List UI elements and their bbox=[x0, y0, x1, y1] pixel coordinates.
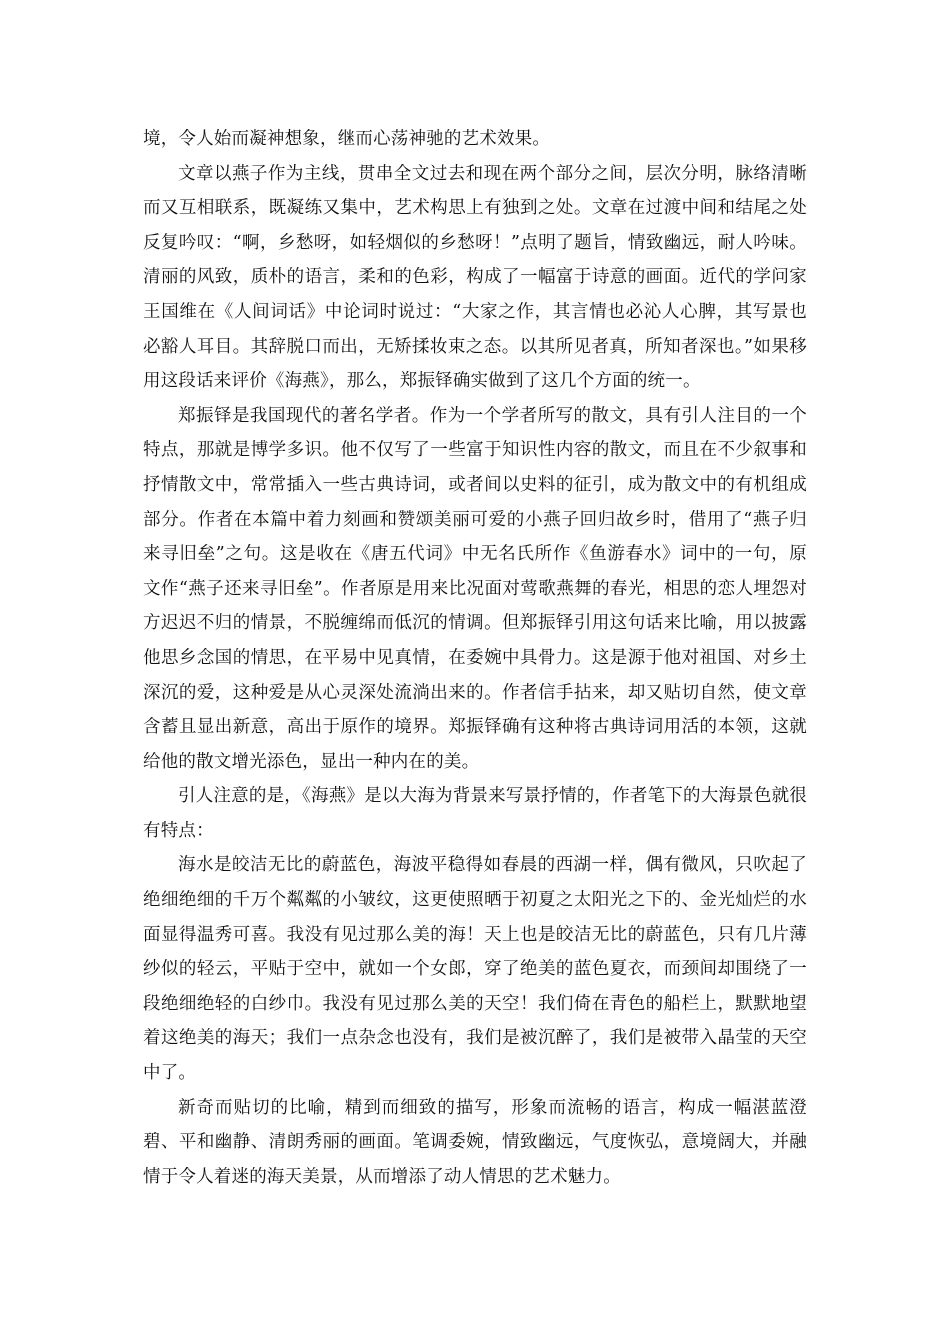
paragraph-sea-quote: 海水是皎洁无比的蔚蓝色，海波平稳得如春晨的西湖一样，偶有微风，只吹起了绝细绝细的千万个粼粼的小皱纹，这更使照晒于初夏之太阳光之下的、金光灿烂的水面显得温秀可喜。我没有见过那么美的海！天上也是皎洁无比的蔚蓝色，只有几片薄纱似的轻云，平贴于空中，就如一个女郎，穿了绝美的蓝色夏衣，而颈间却围绕了一段绝细绝轻的白纱巾。我没有见过那么美的天空！我们倚在青色的船栏上，默默地望着这绝美的海天；我们一点杂念也没有，我们是被沉醉了，我们是被带入晶莹的天空中了。 bbox=[143, 855, 807, 1084]
paragraph-continuation: 境，令人始而凝神想象，继而心荡神驰的艺术效果。 bbox=[143, 129, 551, 149]
paragraph-author-scholarship: 郑振铎是我国现代的著名学者。作为一个学者所写的散文，具有引人注目的一个特点，那就是博学多识。他不仅写了一些富于知识性内容的散文，而且在不少叙事和抒情散文中，常常插入一些古典诗词，或者间以史料的征引，成为散文中的有机组成部分。作者在本篇中着力刻画和赞颂美丽可爱的小燕子回归故乡时，借用了“燕子归来寻旧垒”之句。这是收在《唐五代词》中无名氏所作《鱼游春水》词中的一句，原文作“燕子还来寻旧垒”。作者原是用来比况面对莺歌燕舞的春光，相思的恋人埋怨对方迟迟不归的情景，不脱缠绵而低沉的情调。但郑振铎引用这句话来比喻，用以披露他思乡念国的情思，在平易中见真情，在委婉中具骨力。这是源于他对祖国、对乡土深沉的爱，这种爱是从心灵深处流淌出来的。作者信手拈来，却又贴切自然，使文章含蓄且显出新意，高出于原作的境界。郑振铎确有这种将古典诗词用活的本领，这就给他的散文增光添色，显出一种内在的美。 bbox=[143, 405, 807, 772]
paragraph-sea-intro: 引人注意的是，《海燕》是以大海为背景来写景抒情的，作者笔下的大海景色就很有特点： bbox=[143, 786, 807, 841]
paragraph-conclusion: 新奇而贴切的比喻，精到而细致的描写，形象而流畅的语言，构成一幅湛蓝澄碧、平和幽静、清朗秀丽的画面。笔调委婉，情致幽远，气度恢弘，意境阔大，并融情于令人着迷的海天美景，从而增添了动人情思的艺术魅力。 bbox=[143, 1097, 807, 1187]
paragraph-structure-analysis: 文章以燕子作为主线，贯串全文过去和现在两个部分之间，层次分明，脉络清晰而又互相联系，既凝练又集中，艺术构思上有独到之处。文章在过渡中间和结尾之处反复吟叹：“啊，乡愁呀，如轻烟似的乡愁呀！”点明了题旨，情致幽远，耐人吟味。清丽的风致，质朴的语言，柔和的色彩，构成了一幅富于诗意的画面。近代的学问家王国维在《人间词话》中论词时说过：“大家之作，其言情也必沁人心脾，其写景也必豁人耳目。其辞脱口而出，无矫揉妆束之态。以其所见者真，所知者深也。”如果移用这段话来评价《海燕》，那么，郑振铎确实做到了这几个方面的统一。 bbox=[143, 163, 807, 392]
document-body bbox=[143, 122, 807, 1194]
